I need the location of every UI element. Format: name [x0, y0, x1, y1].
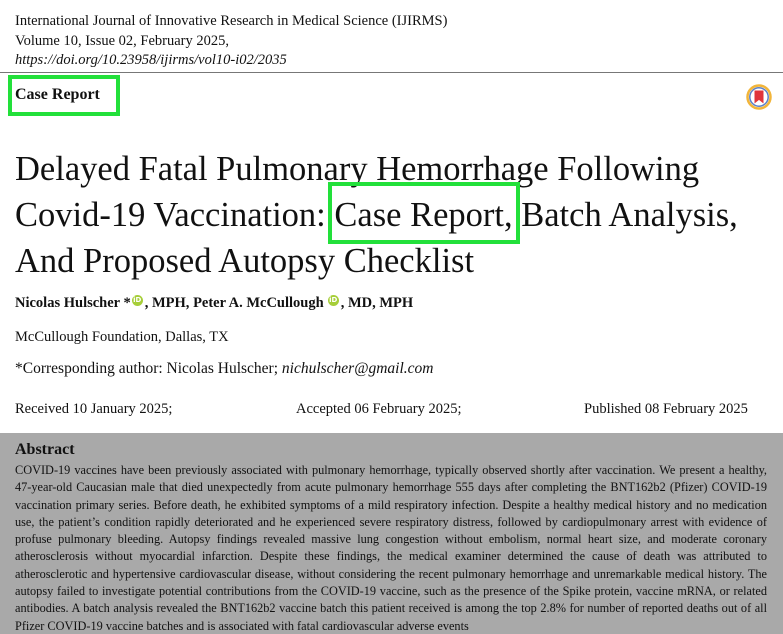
orcid-icon[interactable]: iD	[329, 296, 338, 304]
author-list	[15, 295, 413, 312]
header-divider	[0, 72, 783, 73]
journal-header	[15, 12, 447, 71]
article-type-label: Case Report	[15, 86, 100, 103]
affiliation: McCullough Foundation, Dallas, TX	[15, 329, 229, 345]
abstract-text: COVID-19 vaccines have been previously associated with pulmonary hemorrhage, typically observed shortly after vaccination. We present a healthy, 47-year-old Caucasian male that died unexpectedly from acute pulmonary hemorrhage 555 days after completing the BNT162b2 (Pfizer) COVID-19 vaccination primary series. Before death, he exhibited symptoms of a mild respiratory infection. Despite a healthy medical history and no medication use, the patient’s condition rapidly deteriorated and he experienced severe respiratory distress, followed by cardiopulmonary arrest with evidence of profuse pulmonary bleeding. Autopsy findings revealed massive lung congestion without embolism, normal heart size, and moderate coronary atherosclerosis without myocardial infarction. Despite these findings, the medical examiner determined the cause of death was attributed to atherosclerotic and hypertensive cardiovascular disease, without considering the recent pulmonary hemorrhage and unremarkable medical history. The autopsy failed to investigate potential contributions from the COVID-19 vaccine, such as the presence of the Spike protein, vaccine mRNA, or related antibodies. A batch analysis revealed the BNT162b2 vaccine batch this patient received is among the top 2.8% for number of reported deaths out of all Pfizer COVID-19 vaccine batches and is associated with fatal cardiovascular adverse events	[15, 463, 767, 633]
received-date: Received 10 January 2025;	[15, 401, 173, 417]
orcid-icon[interactable]: iD	[133, 296, 142, 304]
author-degree: , MPH,	[144, 295, 194, 311]
article-title: Delayed Fatal Pulmonary Hemorrhage Following Covid-19 Vaccination: Case Report, Batch Analysis, And Proposed Autopsy Checklist	[15, 150, 738, 280]
doi-link[interactable]: https://doi.org/10.23958/ijirms/vol10-i02/2035	[15, 52, 287, 68]
author-name: Nicolas Hulscher *	[15, 295, 131, 311]
published-date: Published 08 February 2025	[584, 401, 748, 417]
corresponding-author	[15, 360, 433, 378]
author-name: Peter A. McCullough	[193, 295, 324, 311]
journal-issue: Volume 10, Issue 02, February 2025,	[15, 32, 229, 49]
accepted-date: Accepted 06 February 2025;	[296, 401, 462, 417]
journal-name: International Journal of Innovative Research in Medical Science (IJIRMS)	[15, 13, 448, 29]
abstract-heading: Abstract	[15, 441, 75, 458]
author-degree: , MD, MPH	[340, 295, 414, 311]
email-link[interactable]: nichulscher@gmail.com	[281, 360, 434, 377]
bookmark-icon[interactable]	[746, 84, 772, 110]
abstract-section	[0, 433, 783, 634]
corresponding-label: *Corresponding author: Nicolas Hulscher;	[15, 360, 282, 377]
